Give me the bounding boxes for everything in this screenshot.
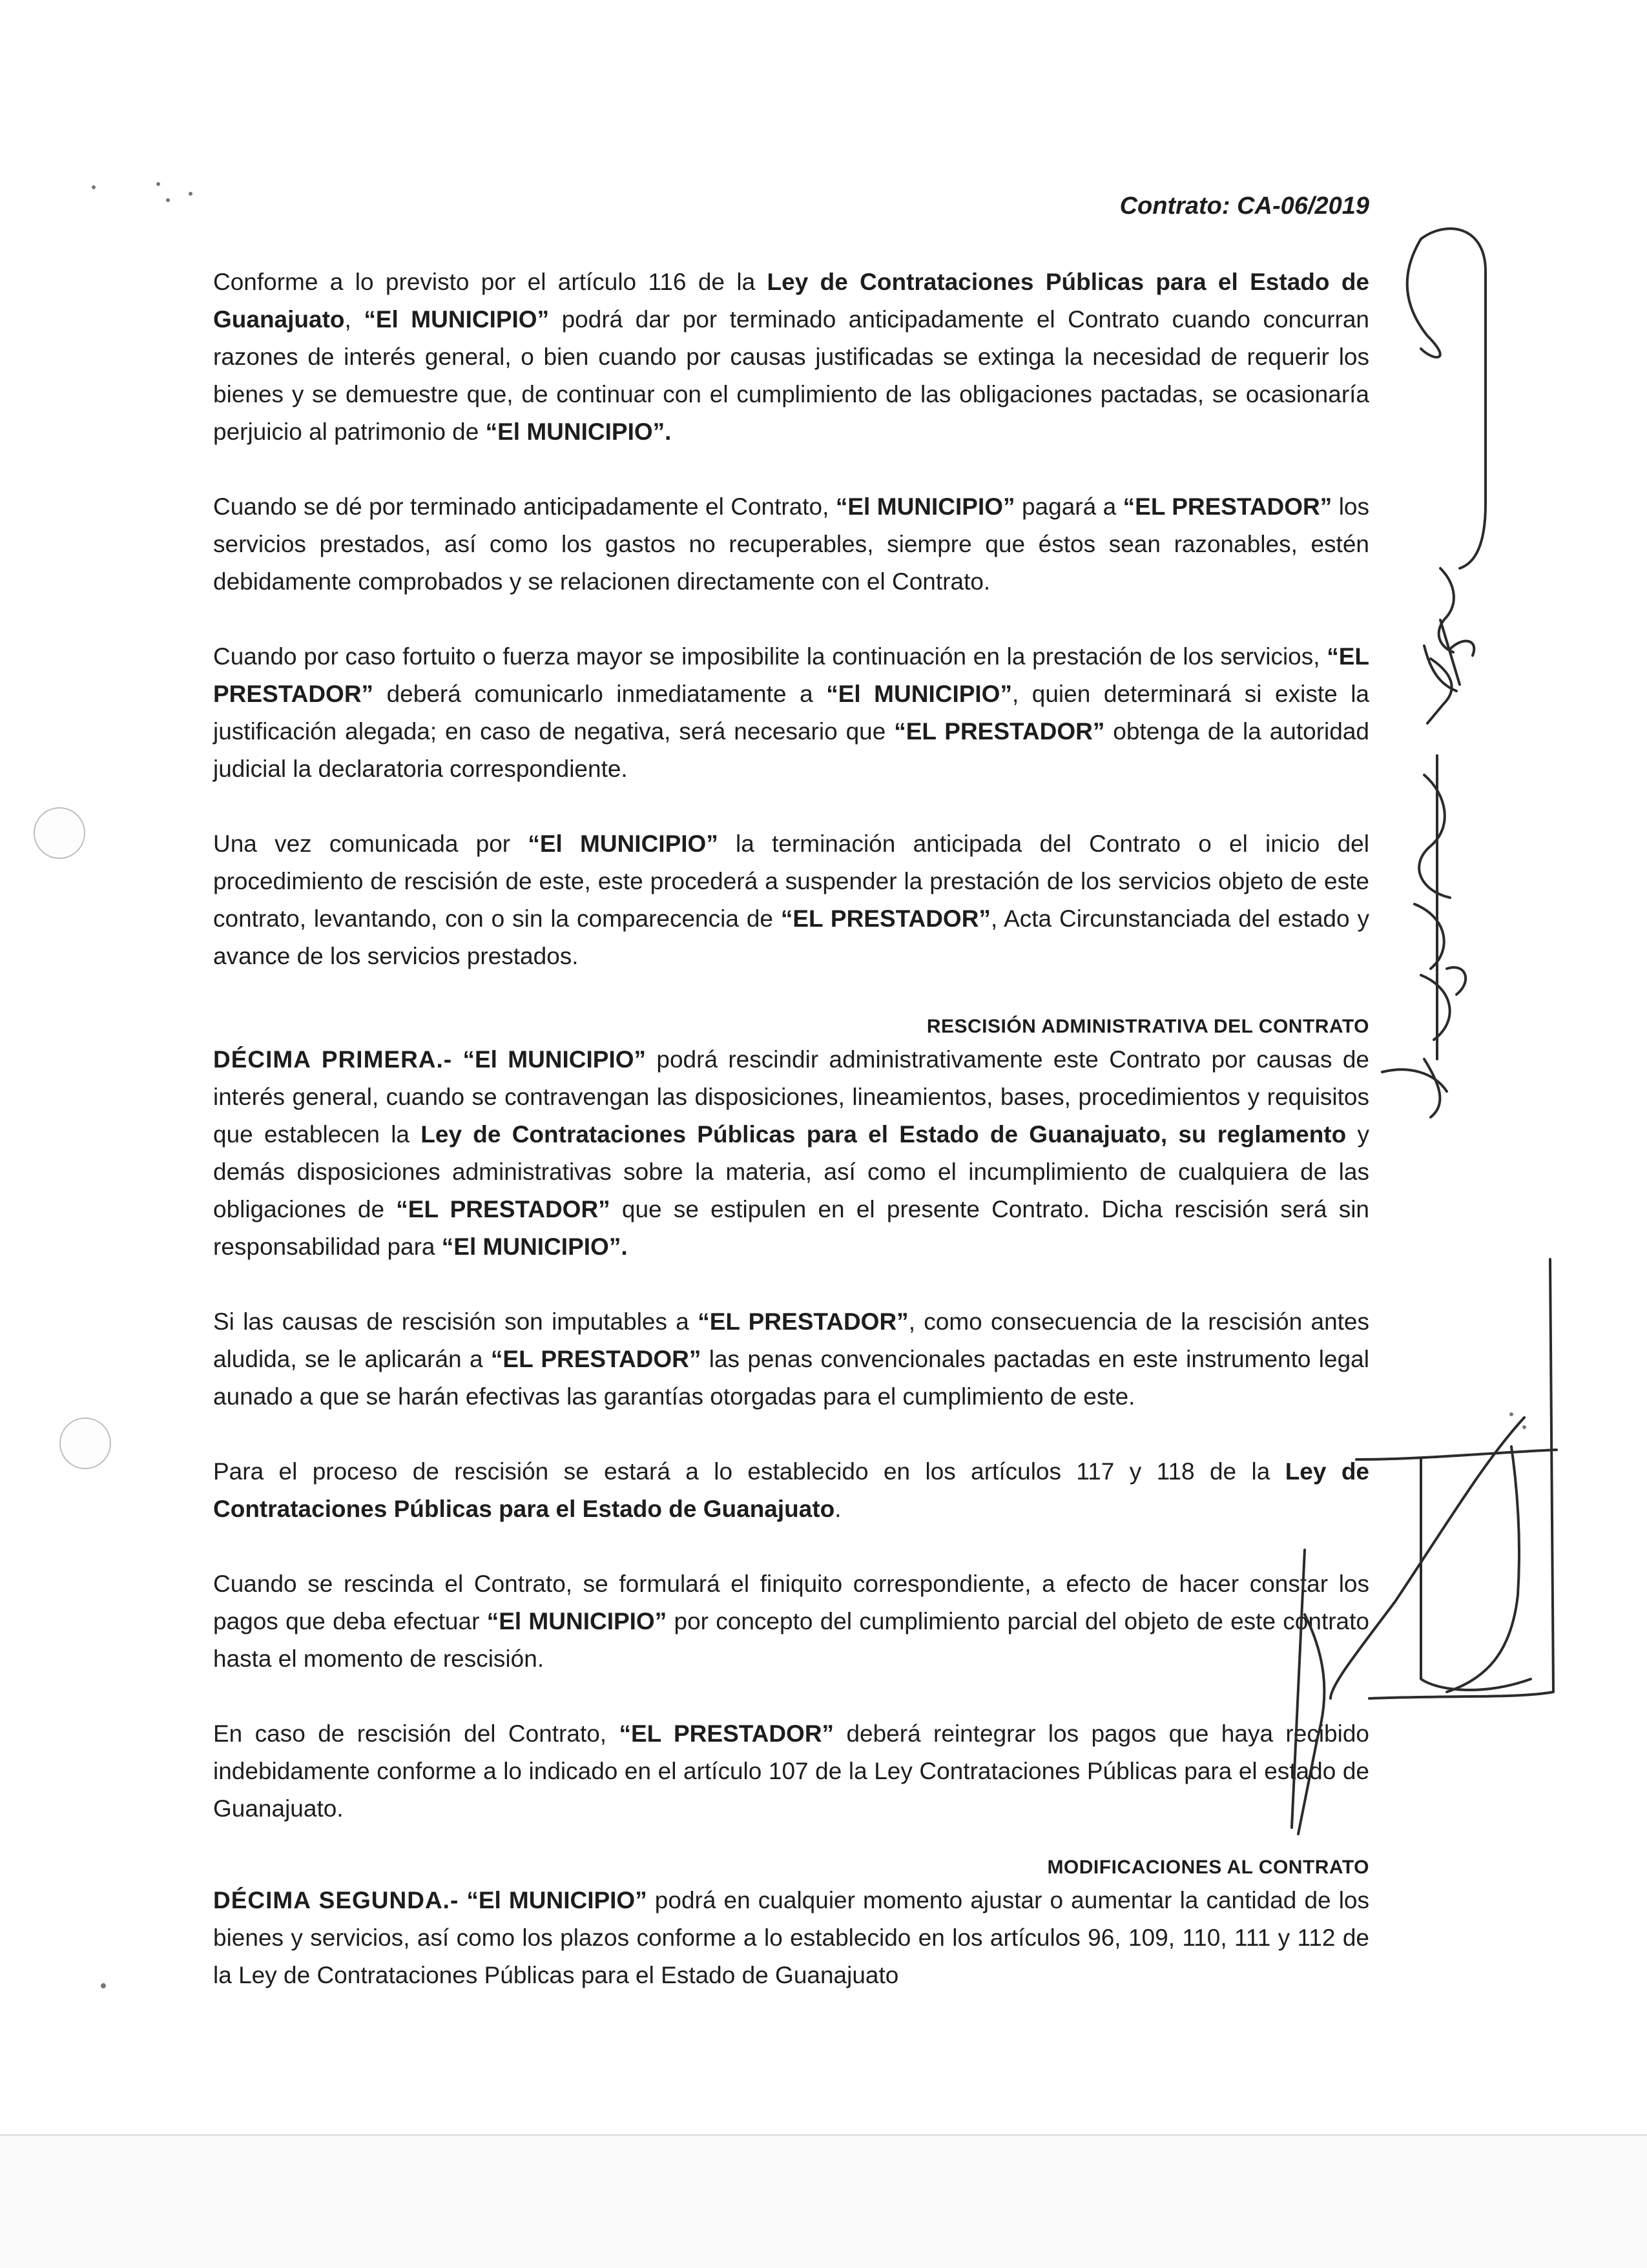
paragraph-termination-payment: Cuando se dé por terminado anticipadamente el Contrato, “El MUNICIPIO” pagará a “EL PRESTADOR” los servicios prestados, así como los gastos no recuperables, siempre que éstos sean razonables, estén debidamente comprobados y se relacionen directamente con el Contrato. xyxy=(213,493,1369,595)
initials-top xyxy=(1424,568,1474,723)
clause-decima-segunda: DÉCIMA SEGUNDA.- “El MUNICIPIO” podrá en cualquier momento ajustar o aumentar la cantidad de los bienes y servicios, así como los plazos conforme a lo establecido en los artículos 96, 109, 110, 111 y 112 de la Ley de Contrataciones Públicas para el Estado de Guanajuato xyxy=(213,1887,1369,1988)
scan-speck xyxy=(1522,1425,1526,1429)
section-heading-modifications: MODIFICACIONES AL CONTRATO xyxy=(1047,1857,1369,1878)
document-body xyxy=(213,187,1369,2032)
punch-hole-bottom xyxy=(59,1418,111,1469)
signature-bracket-top xyxy=(1407,229,1486,568)
punch-hole-top xyxy=(34,807,85,859)
scan-speck xyxy=(166,198,170,202)
scan-speck xyxy=(156,182,160,186)
scan-speck xyxy=(92,185,96,189)
paragraph-force-majeure: Cuando por caso fortuito o fuerza mayor se imposibilite la continuación en la prestación de los servicios, “EL PRESTADOR” deberá comunicarlo inmediatamente a “El MUNICIPIO”, quien determinará si existe la justificación alegada; en caso de negativa, será necesario que “EL PRESTADOR” obtenga de la autoridad judicial la declaratoria correspondiente. xyxy=(213,643,1369,782)
paragraph-settlement: Cuando se rescinda el Contrato, se formulará el finiquito correspondiente, a efecto de hacer constar los pagos que deba efectuar “El MUNICIPIO” por concepto del cumplimiento parcial del objeto de este contrato hasta el momento de rescisión. xyxy=(213,1571,1369,1672)
signature-vertical-middle xyxy=(1414,756,1466,1117)
contract-id: Contrato: CA-06/2019 xyxy=(1119,192,1369,220)
paragraph-rescission-process: Para el proceso de rescisión se estará a lo establecido en los artículos 117 y 118 de la Ley de Contrataciones Públicas para el Estado de Guanajuato. xyxy=(213,1458,1369,1522)
paragraph-early-termination: Conforme a lo previsto por el artículo 116 de la Ley de Contrataciones Públicas para el Estado de Guanajuato, “El MUNICIPIO” podrá dar por terminado anticipadamente el Contrato cuando concurran razones de interés general, o bien cuando por causas justificadas se extinga la necesidad de requerir los bienes y se demuestre que, de continuar con el cumplimiento de las obligaciones pactadas, se ocasionaría perjuicio al patrimonio de “El MUNICIPIO”. xyxy=(213,269,1370,445)
clause-decima-primera: DÉCIMA PRIMERA.- “El MUNICIPIO” podrá rescindir administrativamente este Contrato por causas de interés general, cuando se contravengan las disposiciones, lineamientos, bases, procedimientos y requisitos que establecen la Ley de Contrataciones Públicas para el Estado de Guanajuato, su reglamento y demás disposiciones administrativas sobre la materia, así como el incumplimiento de cualquiera de las obligaciones de “EL PRESTADOR” que se estipulen en el presente Contrato. Dicha rescisión será sin responsabilidad para “El MUNICIPIO”. xyxy=(213,1046,1369,1260)
signature-dash-mark xyxy=(1382,1069,1447,1091)
scan-bottom-margin xyxy=(0,2134,1647,2268)
paragraph-service-suspension: Una vez comunicada por “El MUNICIPIO” la terminación anticipada del Contrato o el inicio del procedimiento de rescisión de este, este procederá a suspender la prestación de los servicios objeto de este contrato, levantando, con o sin la comparecencia de “EL PRESTADOR”, Acta Circunstanciada del estado y avance de los servicios prestados. xyxy=(213,830,1369,969)
paragraph-rescission-penalties: Si las causas de rescisión son imputables a “EL PRESTADOR”, como consecuencia de la rescisión antes aludida, se le aplicarán a “EL PRESTADOR” las penas convencionales pactadas en este instrumento legal aunado a que se harán efectivas las garantías otorgadas para el cumplimiento de este. xyxy=(213,1308,1370,1410)
paragraph-payment-refund: En caso de rescisión del Contrato, “EL PRESTADOR” deberá reintegrar los pagos que haya recibido indebidamente conforme a lo indicado en el artículo 107 de la Ley Contrataciones Públicas para el estado de Guanajuato. xyxy=(213,1720,1369,1822)
section-heading-rescission: RESCISIÓN ADMINISTRATIVA DEL CONTRATO xyxy=(926,1016,1369,1037)
scan-speck xyxy=(101,1983,106,1988)
scan-speck xyxy=(189,192,192,196)
scan-speck xyxy=(1509,1412,1513,1416)
